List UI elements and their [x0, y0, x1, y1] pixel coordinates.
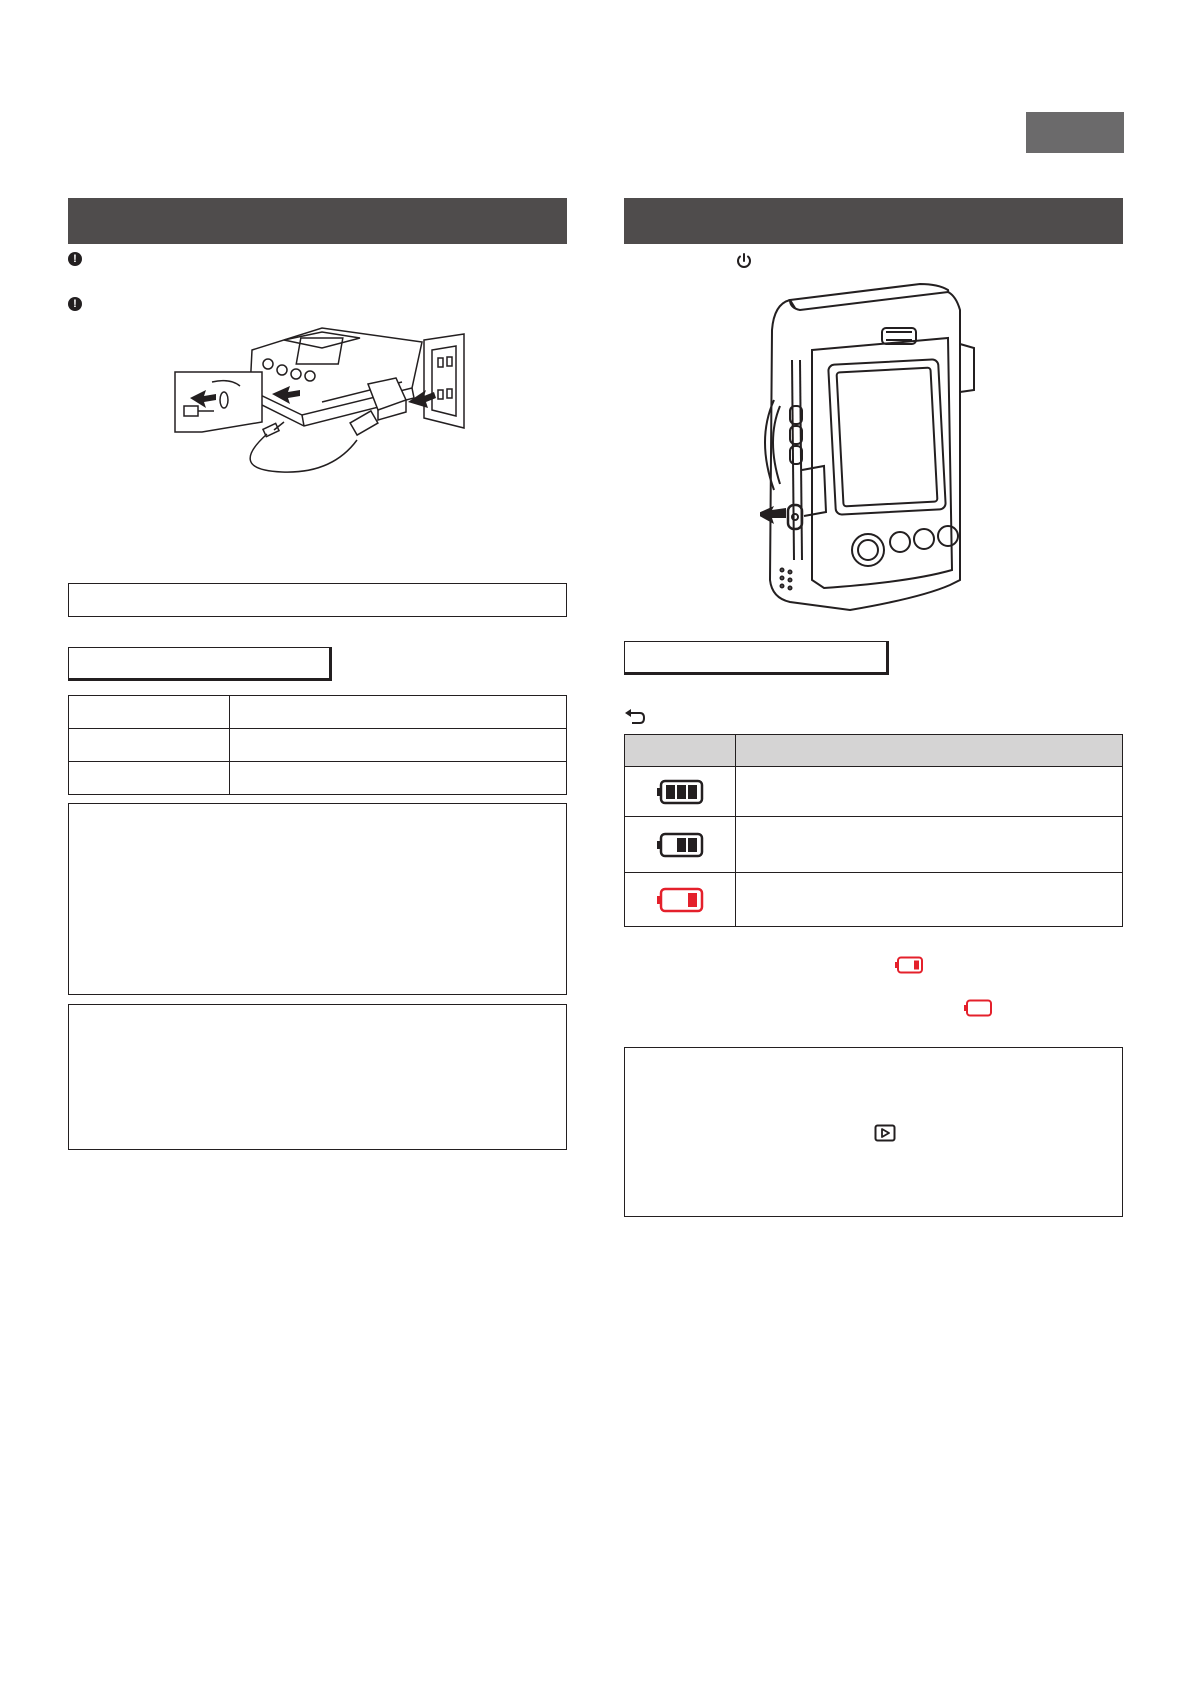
charge-table-cell	[69, 762, 230, 795]
left-info-box-2	[68, 1004, 567, 1150]
camera-power-button-illustration	[760, 280, 985, 615]
warning-icon: !	[68, 252, 82, 266]
battery-low-cell	[625, 873, 736, 927]
battery-table-header	[736, 735, 1123, 767]
battery-low-icon	[656, 887, 704, 913]
charge-table-cell	[69, 696, 230, 729]
battery-low-icon	[894, 956, 924, 974]
battery-two-bars-icon	[656, 832, 704, 858]
left-section-title	[68, 198, 567, 244]
left-note-box	[68, 583, 567, 617]
battery-level-table	[624, 734, 1123, 927]
playback-icon	[874, 1124, 896, 1142]
battery-full-icon	[656, 779, 704, 805]
page-tab-marker	[1026, 112, 1124, 153]
battery-two-bars-text	[736, 817, 1123, 873]
left-sub-heading	[68, 647, 332, 681]
battery-two-bars-cell	[625, 817, 736, 873]
right-sub-heading	[624, 641, 889, 675]
charge-table-cell	[230, 696, 567, 729]
charge-table-cell	[230, 762, 567, 795]
charge-table-cell	[230, 729, 567, 762]
power-icon	[735, 252, 753, 270]
warning-icon: !	[68, 297, 82, 311]
back-arrow-icon	[624, 708, 646, 726]
left-info-box-1	[68, 803, 567, 995]
battery-low-text	[736, 873, 1123, 927]
battery-empty-icon	[963, 999, 993, 1017]
right-section-title	[624, 198, 1123, 244]
battery-full-text	[736, 767, 1123, 817]
battery-table-header	[625, 735, 736, 767]
charge-table-cell	[69, 729, 230, 762]
camera-charging-illustration	[172, 320, 472, 480]
charge-table	[68, 695, 567, 795]
battery-full-cell	[625, 767, 736, 817]
